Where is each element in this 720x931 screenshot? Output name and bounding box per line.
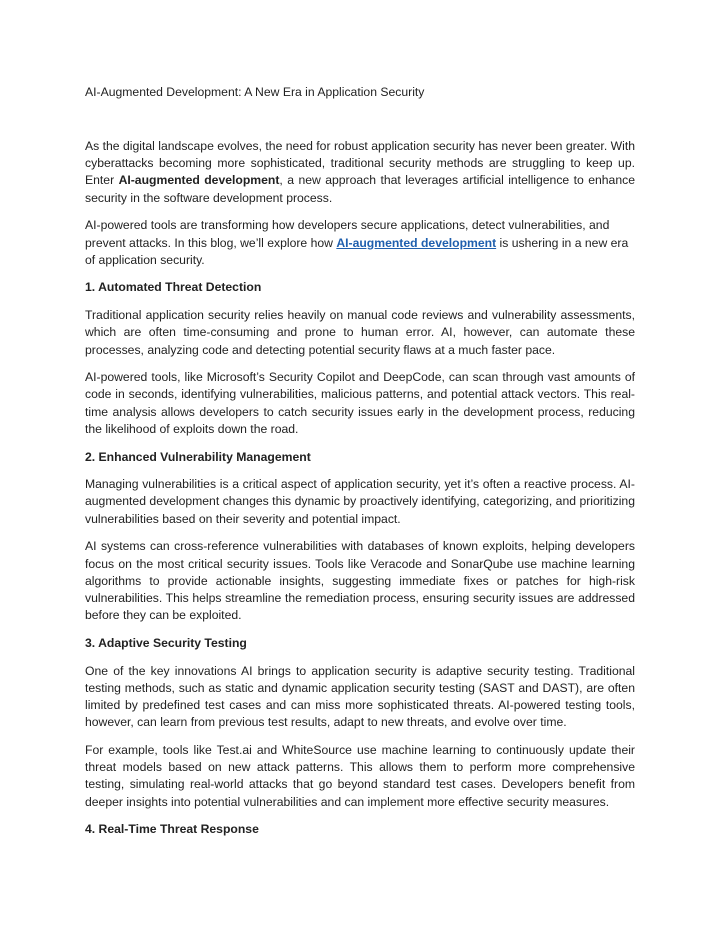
document-body xyxy=(85,138,635,849)
ai-augmented-development-link[interactable]: AI-augmented development xyxy=(336,235,497,250)
section-3-paragraph-2: For example, tools like Test.ai and WhiteSource use machine learning to continuously update their threat models based on new attack patterns. This allows them to perform more comprehensive testing, simulating real-world attacks that go beyond standard test cases. Developers benefit from deeper insights into potential vulnerabilities and can implement more effective security measures. xyxy=(85,742,635,809)
section-3-heading: 3. Adaptive Security Testing xyxy=(85,635,247,650)
section-1-heading: 1. Automated Threat Detection xyxy=(85,280,262,295)
intro-p1-text-a: As the digital landscape evolves, the need for robust application security has never been greater. With cyberattacks becoming more sophisticated, traditional security methods are struggling to keep up. Enter xyxy=(85,139,635,188)
intro-p1-text-b: , a new approach that leverages artificial intelligence to enhance security in the software development process. xyxy=(85,173,635,205)
section-2-paragraph-2: AI systems can cross-reference vulnerabilities with databases of known exploits, helping developers focus on the most critical security issues. Tools like Veracode and SonarQube use machine learning algorithms to provide actionable insights, suggesting immediate fixes or patches for high-risk vulnerabilities. This helps streamline the remediation process, ensuring security issues are addressed before they can be exploited. xyxy=(85,539,635,623)
intro-p2-text-a: AI-powered tools are transforming how developers secure applications, detect vulnerabilities, and prevent attacks. In this blog, we’ll explore how xyxy=(85,218,610,250)
section-2-heading: 2. Enhanced Vulnerability Management xyxy=(85,449,311,464)
intro-paragraph-2 xyxy=(85,217,635,269)
section-2-paragraph-1: Managing vulnerabilities is a critical aspect of application security, yet it’s often a reactive process. AI-augmented development changes this dynamic by proactively identifying, categorizing, and prioritizing vulnerabilities based on their severity and potential impact. xyxy=(85,477,635,526)
section-3-paragraph-1: One of the key innovations AI brings to application security is adaptive security testing. Traditional testing methods, such as static and dynamic application security testing (SAST and DAST), are often limited by predefined test cases and can miss more sophisticated threats. AI-powered testing tools, however, can learn from previous test results, adapt to new threats, and evolve over time. xyxy=(85,663,635,730)
section-1-paragraph-1: Traditional application security relies heavily on manual code reviews and vulnerability assessments, which are often time-consuming and prone to human error. AI, however, can automate these processes, analyzing code and detecting potential security flaws at a much faster pace. xyxy=(85,308,635,357)
intro-p1-bold-term: AI-augmented development xyxy=(118,173,280,188)
document-title: AI-Augmented Development: A New Era in Application Security xyxy=(85,85,425,99)
section-4-heading: 4. Real-Time Threat Response xyxy=(85,822,259,837)
intro-paragraph-1 xyxy=(85,138,635,207)
section-1-paragraph-2: AI-powered tools, like Microsoft’s Security Copilot and DeepCode, can scan through vast amounts of code in seconds, identifying vulnerabilities, malicious patterns, and potential attack vectors. This real-time analysis allows developers to catch security issues early in the development process, reducing the likelihood of exploits down the road. xyxy=(85,370,635,436)
intro-p2-text-b: is ushering in a new era of application security. xyxy=(85,235,629,267)
